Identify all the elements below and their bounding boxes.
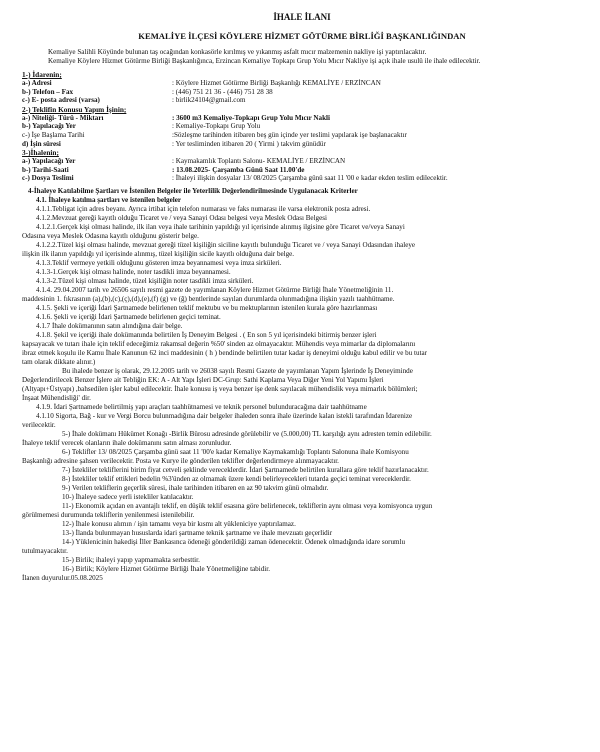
teklif-label-sure: d) İşin süresi: [22, 139, 61, 148]
body-line: Değerlendirilecek Benzer İşlere ait Tebliğin EK: A - Alt Yapı İşleri DC-Grup: Sathi Kaplama Veya Diğer Yeni Yol Yapımı İşleri: [22, 375, 384, 384]
body-line: İhaleye teklif verecek olanların ihale dokümanını satın alması zorunludur.: [22, 438, 232, 447]
body-text: [22, 196, 582, 583]
body-line: 12-) İhale konusu alımın / işin tamamı veya bir kısmı alt yükleniciye yaptırılamaz.: [62, 519, 296, 528]
idare-table: [22, 79, 582, 105]
idare-label-address: a-) Adresi: [22, 79, 52, 87]
teklif-label-baslama: c-) İşe Başlama Tarihi: [22, 130, 85, 139]
body-line: 11-) Ekonomik açıdan en avantajlı teklif, en düşük teklif esasına göre belirlenecek, tekliflerin aynı olması veya komisyonca uygun: [62, 501, 433, 510]
teklif-value-sure: : Yer tesliminden itibaren 20 ( Yirmi ) takvim günüdür: [172, 139, 326, 148]
intro-paragraph-1: Kemaliye Salihli Köyünde bulunan taş ocağından konkasörle kırılmış ve yıkanmış asfalt mıcır malzemenin nakliye işi yaptırılacaktır.: [48, 48, 427, 56]
body-line: 4.1.6. Şekli ve içeriği İdari Şartnamede belirlenen geçici teminat.: [36, 312, 221, 321]
body-line: tutulmayacaktır.: [22, 546, 68, 555]
body-line: 4.1.8. Şekil ve içeriği ihale dokümanında belirtilen İş Deneyim Belgesi . ( En son 5 yıl içerisindeki bitirmiş benzer işleri: [36, 330, 377, 339]
body-line: 4.1.3-1.Gerçek kişi olması halinde, noter tasdikli imza beyannamesi.: [36, 267, 231, 276]
body-line: 8-) İstekliler teklif ettikleri bedelin %3'ünden az olmamak üzere kendi belirleyecekleri tutarda geçici teminat vereceklerdir.: [62, 474, 411, 483]
body-line: 4.1.3-2.Tüzel kişi olması halinde, tüzel kişiliğin noter tasdikli imza sirküleri.: [36, 276, 254, 285]
section4-heading: 4-İhaleye Katılabilme Şartları ve İstenilen Belgeler ile Yeterlilik Değerlendirilmesinde Uygulanacak Kriterler: [28, 186, 358, 195]
idare-label-phone: b-) Telefon – Fax: [22, 87, 74, 96]
body-line: 4.1.7 İhale dokümanının satın alındığına dair belge.: [36, 321, 183, 330]
body-line: 7-) İstekliler tekliflerini birim fiyat cetveli şeklinde vereceklerdir. İdari Şartnamede belirtilen kurallara göre teklif hazırlanacaktır.: [62, 465, 429, 474]
body-line: ilişkin ilk ilanın yapıldığı yıl içerisinde alınmış, tüzel kişiliğin sicile kayıtlı olduğuna dair belge.: [22, 249, 295, 258]
body-line: 4.1.3.Teklif vermeye yetkili olduğunu gösteren imza beyannamesi veya imza sirküleri.: [36, 258, 282, 267]
body-line: Başkanlığı adresine şahsen verilecektir. Posta ve Kurye ile gönderilen teklifler değerlendirmeye alınmayacaktır.: [22, 456, 339, 465]
body-line: (Altyapı+Üstyapı) ,bahsedilen işler kabul edilecektir. İhale konusu iş veya benzer işe denk sayılacak mühendislik veya mimarlık bölümleri;: [22, 384, 418, 393]
ihale-label-dosya: c-) Dosya Teslimi: [22, 174, 74, 183]
page-subtitle: KEMALİYE İLÇESİ KÖYLERE HİZMET GÖTÜRME BİRLİĞİ BAŞKANLIĞINDAN: [138, 31, 466, 41]
body-line: 13-) İlanda bulunmayan hususlarda idari şartname teknik şartname ve ihale mevzuatı geçerlidir: [62, 528, 333, 537]
body-line: görülmemesi durumunda tekliflerin yenilenmesi istenilebilir.: [22, 510, 195, 519]
body-line: kapsayacak ve tutarı ihale için teklif edeceğimiz rakamsal değerin %50' sinden az olmayacaktır. Mühendis veya mimarlar da diplomalarını: [22, 339, 416, 348]
intro-paragraph-2: Kemaliye Köylere Hizmet Götürme Birliği Başkanlığınca, Erzincan Kemaliye Topkapı Grup Yolu Mıcır Nakliye işi açık ihale usulü ile ihale edilecektir.: [48, 57, 481, 65]
idare-value-phone: : (446) 751 21 36 - (446) 751 28 38: [172, 87, 273, 96]
idare-label-email: c-) E- posta adresi (varsa): [22, 96, 100, 105]
body-line: verilecektir.: [22, 420, 56, 429]
teklif-label-yer: b-) Yapılacağı Yer: [22, 122, 76, 131]
teklif-table: [22, 114, 582, 148]
ihale-label-tarih: b-) Tarihi-Saati: [22, 165, 69, 174]
body-line: İnşaat Mühendisliği' dir.: [22, 393, 91, 402]
teklif-value-baslama: :Sözleşme tarihinden itibaren beş gün içinde yer teslimi yapılarak işe başlanacaktır: [172, 130, 407, 139]
body-line: 4.1.4. 29.04.2007 tarih ve 26506 sayılı resmi gazete de yayımlanan Köylere Hizmet Götürme Birliği İhale Yönetmeliğinin 11.: [36, 285, 394, 294]
body-line: 6-) Teklifler 13/ 08/2025 Çarşamba günü saat 11 '00'e kadar Kemaliye Kaymakamlığı Toplantı Salonuna ihale Komisyonu: [62, 447, 409, 456]
idare-heading: 1-) İdarenin;: [22, 70, 62, 79]
ihale-value-dosya: : İhaleyi ilişkin dosyalar 13/ 08/2025 Çarşamba günü saat 11 '00 e kadar ekden teslim edilecektir.: [172, 174, 448, 183]
idare-value-address: : Köylere Hizmet Götürme Birliği Başkanlığı KEMALİYE / ERZİNCAN: [172, 79, 381, 87]
body-line: maddesinin 1. fıkrasının (a),(b),(c),(ç),(d),(e),(f) (g) ve (ğ) bentlerinde sayılan durumlarda olunmadığına ilişkin yazılı taahhütname.: [22, 294, 395, 303]
ihale-table: [22, 157, 582, 183]
body-line: 4.1.10 Sigorta, Bağ - kur ve Vergi Borcu bulunmadığına dair belgeler ihaleden sonra ihale üzerinde kalan istekli tarafından İdarenize: [36, 411, 413, 420]
page-title: İHALE İLANI: [273, 12, 331, 22]
ihale-heading: 3-)İhalenin;: [22, 148, 59, 158]
body-line: Odasına veya Meslek Odasına kayıtlı olduğunu gösterir belge.: [22, 231, 199, 240]
body-line: ibraz etmek koşulu ile Kamu İhale Kanunun 62 inci maddesinin ( h ) bendinde belirtilen tutar kadar iş deneyimi olduğu kabul edilir ve bu tutar: [22, 348, 428, 357]
body-line: 9-) Verilen tekliflerin geçerlik süresi, ihale tarihinden itibaren en az 90 takvim günü olmalıdır.: [62, 483, 329, 492]
body-line: 4.1.2.1.Gerçek kişi olması halinde, ilk ilan veya ihale tarihinin yapıldığı yıl içerisinde alınmış ilgisine göre Ticaret ve/veya Sanayi: [36, 222, 405, 231]
teklif-value-nitelik: : 3600 m3 Kemaliye-Topkapı Grup Yolu Mıcır Nakli: [172, 113, 330, 122]
ihale-value-yer: : Kaymakamlık Toplantı Salonu- KEMALİYE / ERZİNCAN: [172, 157, 346, 166]
body-line: Bu ihalede benzer iş olarak, 29.12.2005 tarih ve 26038 sayılı Resmi Gazete de yayımlanan Yapım İşlerinde İş Deneyiminde: [62, 366, 413, 375]
teklif-value-yer: : Kemaliye-Topkapı Grup Yolu: [172, 122, 261, 131]
body-line: 5-) İhale dokümanı Hükümet Konağı -Birlik Bürosu adresinde görülebilir ve (5.000,00) TL karşılığı aynı adresten temin edilebilir.: [62, 429, 432, 438]
body-line: 4.1.5. Şekli ve içeriği İdari Şartnamede belirlenen teklif mektubu ve bu mektuplarının istenilen kurala göre hazırlanması: [36, 303, 378, 312]
body-line: 10-) İhaleye sadece yerli istekliler katılacaktır.: [62, 492, 194, 501]
idare-value-email: : birlik24104@gmail.com: [172, 96, 246, 105]
body-line: 4.1.2.2.Tüzel kişi olması halinde, mevzuat gereği tüzel kişiliğin siciline kayıtlı bulunduğu Ticaret ve / veya Sanayi Odasından ihaleye: [36, 240, 416, 249]
body-line: 16-) Birlik; Köylere Hizmet Götürme Birliği İhale Yönetmeliğine tabidir.: [62, 564, 270, 573]
teklif-label-nitelik: a-) Niteliği- Türü - Miktarı: [22, 113, 104, 122]
body-line: 14-) Yüklenicinin hakedişi İller Bankasınca ödeneği gönderildiği zaman ödenecektir. Ödenek olmadığında idare sorumlu: [62, 537, 406, 546]
body-line: 4.1.9. İdari Şartnamede belirtilmiş yapı araçları taahhütnamesi ve teknik personel bulunduracağına dair taahhütname: [36, 402, 367, 411]
body-line: 4.1. İhaleye katılma şartları ve istenilen belgeler: [36, 195, 182, 204]
ihale-label-yer: a-) Yapılacağı Yer: [22, 157, 76, 166]
teklif-heading: 2-) Teklifin Konusu Yapım İşinin;: [22, 104, 127, 114]
ihale-value-tarih: : 13.08.2025- Çarşamba Günü Saat 11.00'de: [172, 165, 305, 174]
body-line: 15-) Birlik; ihaleyi yapıp yapmamakta serbesttir.: [62, 555, 200, 564]
body-line: İlanen duyurulur.05.08.2025: [22, 573, 103, 582]
body-line: tam olarak dikkate alınır.): [22, 357, 96, 366]
body-line: 4.1.2.Mevzuat gereği kayıtlı olduğu Ticaret ve / veya Sanayi Odası belgesi veya Meslek Odası Belgesi: [36, 213, 327, 222]
body-line: 4.1.1.Tebligat için adres beyanı. Ayrıca irtibat için telefon numarası ve faks numarası ile varsa elektronik posta adresi.: [36, 204, 371, 213]
